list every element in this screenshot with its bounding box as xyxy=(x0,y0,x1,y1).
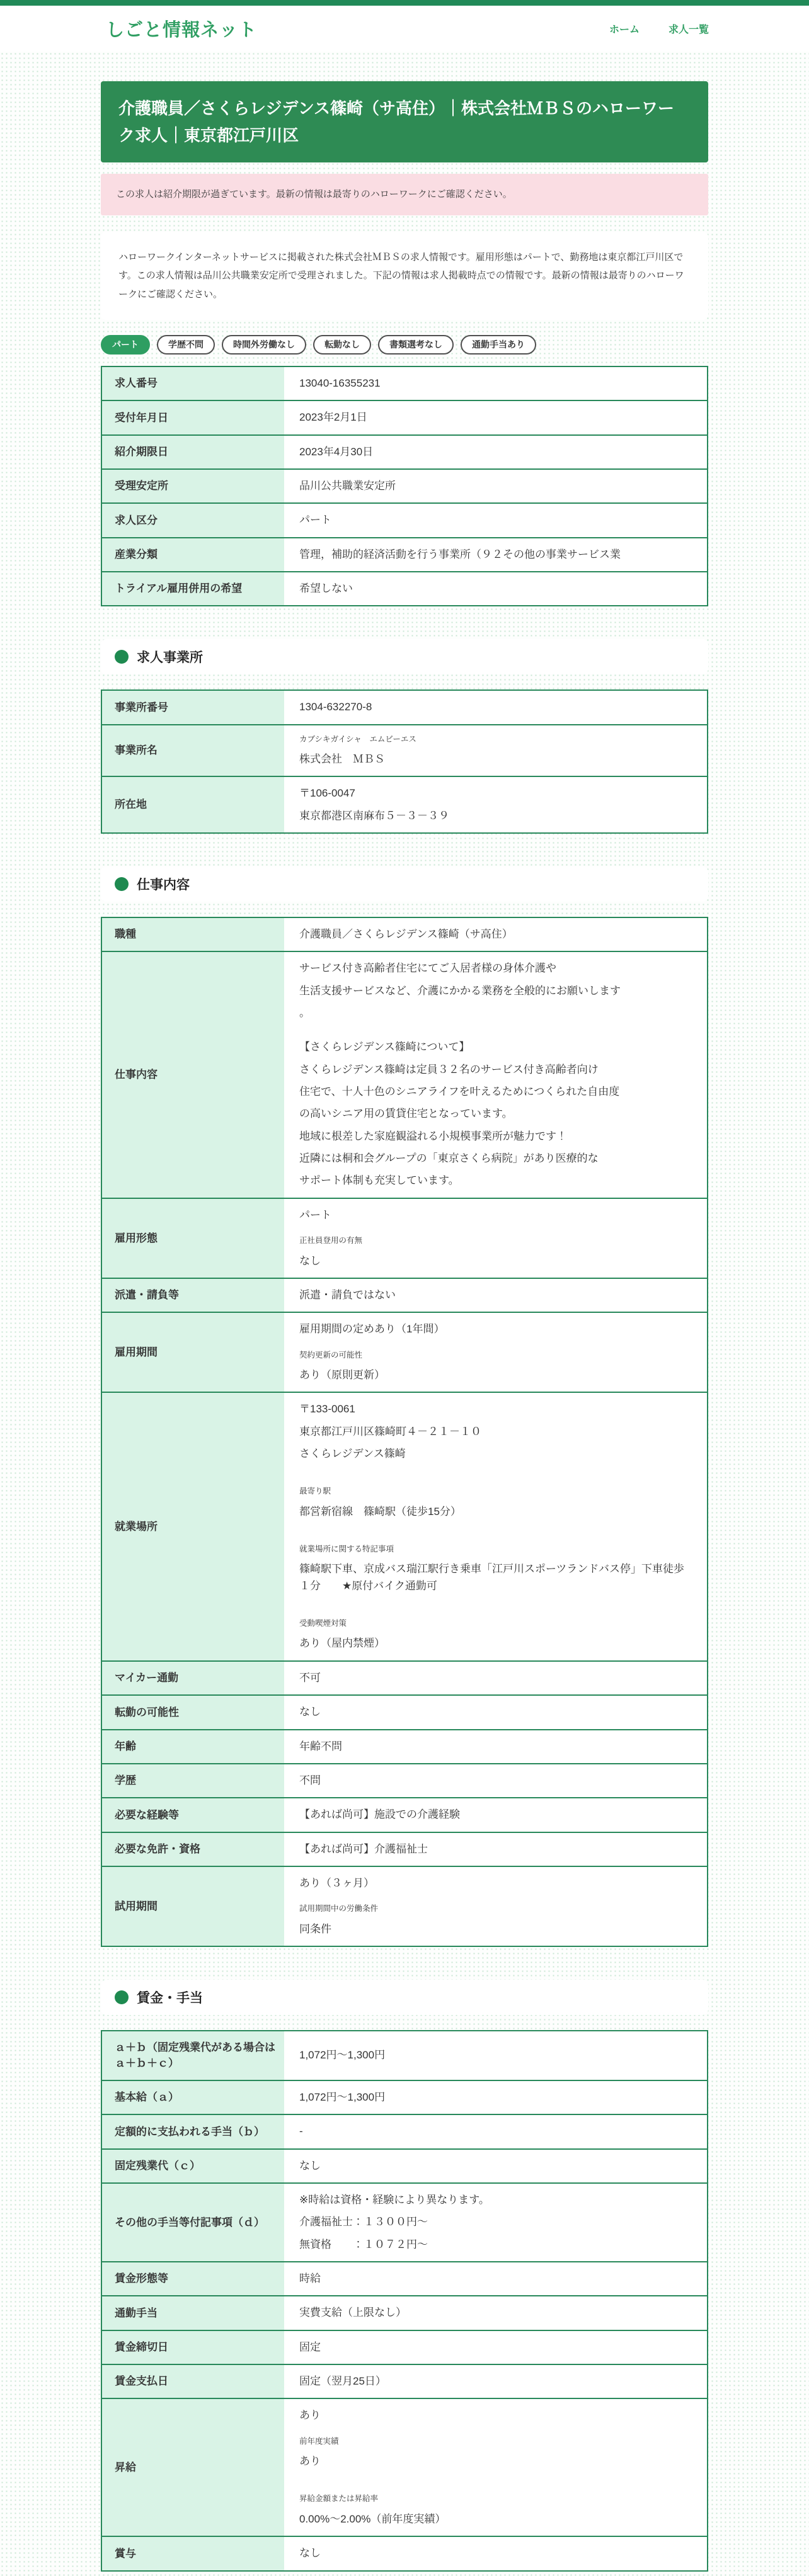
tag-pill: 書類選考なし xyxy=(378,335,454,355)
nav-job-list-link[interactable]: 求人一覧 xyxy=(668,25,709,35)
row-label: 学歴 xyxy=(101,1764,284,1798)
row-label: 職種 xyxy=(101,917,284,951)
row-label: 年齢 xyxy=(101,1730,284,1764)
row-value xyxy=(284,2183,708,2262)
value-line: 不可 xyxy=(299,1671,321,1684)
value-line: あり（３ヶ月） xyxy=(299,1876,374,1889)
tag-pill: パート xyxy=(101,335,150,355)
table-row xyxy=(101,1764,708,1798)
table-row xyxy=(101,1392,708,1661)
value-subline: 前年度実績 xyxy=(299,2436,339,2446)
table-row xyxy=(101,1661,708,1695)
row-label: ａ＋ｂ（固定残業代がある場合はａ＋ｂ＋ｃ） xyxy=(101,2031,284,2080)
section-heading xyxy=(101,1980,708,2015)
row-value xyxy=(284,572,708,606)
row-label: 定額的に支払われる手当（ｂ） xyxy=(101,2114,284,2148)
row-value xyxy=(284,2262,708,2296)
row-value xyxy=(284,2330,708,2364)
table-row xyxy=(101,2364,708,2398)
row-label: 派遣・請負等 xyxy=(101,1278,284,1312)
site-logo: しごと情報ネット xyxy=(106,20,258,40)
value-spacer xyxy=(299,1526,692,1532)
value-line: パート xyxy=(299,514,331,526)
table-row xyxy=(101,776,708,833)
row-value xyxy=(284,1764,708,1798)
value-line: 管理，補助的経済活動を行う事業所（９２その他の事業サービス業 xyxy=(299,548,621,560)
row-value xyxy=(284,503,708,537)
section-bullet-icon xyxy=(115,650,129,664)
value-line: 生活支援サービスなど、介護にかかる業務を全般的にお願いします xyxy=(299,984,621,997)
value-line: 2023年2月1日 xyxy=(299,411,367,424)
row-label: 求人番号 xyxy=(101,366,284,400)
value-line: 同条件 xyxy=(299,1922,331,1935)
content-container xyxy=(101,81,708,2571)
row-label: 産業分類 xyxy=(101,538,284,572)
row-label: 受付年月日 xyxy=(101,400,284,434)
value-line: 東京都江戸川区篠崎町４－２１－１０ xyxy=(299,1425,481,1438)
value-spacer xyxy=(299,1600,692,1606)
row-value xyxy=(284,1198,708,1278)
value-line: あり（原則更新） xyxy=(299,1368,385,1381)
value-line: の高いシニア用の賃貸住宅となっています。 xyxy=(299,1108,513,1120)
row-label: 仕事内容 xyxy=(101,951,284,1198)
value-subline: 正社員登用の有無 xyxy=(299,1236,363,1245)
intro-text-box: ハローワークインターネットサービスに掲載された株式会社ＭＢＳの求人情報です。雇用形態はパートで、勤務地は東京都江戸川区です。この求人情報は品川公共職業安定所で受理されました。下記の情報は求人掲載時点での情報です。最新の情報は最寄りのハローワークにご確認ください。 xyxy=(101,232,708,320)
value-line: 地域に根差した家庭観溢れる小規模事業所が魅力です！ xyxy=(299,1130,567,1142)
row-label: 雇用期間 xyxy=(101,1312,284,1392)
value-line: 時給 xyxy=(299,2272,321,2284)
section-bullet-icon xyxy=(115,1990,129,2004)
value-line: さくらレジデンス篠崎 xyxy=(299,1447,406,1460)
value-line: 0.00%～2.00%（前年度実績） xyxy=(299,2512,446,2525)
row-value xyxy=(284,2536,708,2570)
value-line: 東京都港区南麻布５－３－３９ xyxy=(299,809,449,822)
row-label: 必要な経験等 xyxy=(101,1798,284,1832)
row-value xyxy=(284,776,708,833)
tag-pill: 転勤なし xyxy=(313,335,371,355)
table-row xyxy=(101,2183,708,2262)
value-line: さくらレジデンス篠崎は定員３２名のサービス付き高齢者向け xyxy=(299,1063,599,1075)
tag-pill: 通勤手当あり xyxy=(461,335,536,355)
table-row xyxy=(101,2330,708,2364)
row-value xyxy=(284,366,708,400)
tag-pill: 時間外労働なし xyxy=(222,335,306,355)
row-label: 基本給（ａ） xyxy=(101,2080,284,2114)
table-row xyxy=(101,1866,708,1946)
job-title-banner: 介護職員／さくらレジデンス篠崎（サ高住）｜株式会社ＭＢＳのハローワーク求人｜東京都江戸川区 xyxy=(101,81,708,162)
table-row xyxy=(101,2536,708,2570)
value-line: 13040-16355231 xyxy=(299,377,381,389)
row-value xyxy=(284,2296,708,2330)
table-row xyxy=(101,1312,708,1392)
value-line: なし xyxy=(299,2159,321,2172)
row-value xyxy=(284,1832,708,1866)
value-line: 年齢不問 xyxy=(299,1740,342,1752)
value-line: 【あれば尚可】介護福祉士 xyxy=(299,1842,428,1855)
row-value xyxy=(284,917,708,951)
row-label: 通勤手当 xyxy=(101,2296,284,2330)
value-spacer xyxy=(299,2475,692,2482)
table-row xyxy=(101,1798,708,1832)
row-value xyxy=(284,2398,708,2536)
value-spacer xyxy=(299,1468,692,1474)
table-row xyxy=(101,2031,708,2080)
row-label: マイカー通勤 xyxy=(101,1661,284,1695)
value-line: 介護福祉士：１３００円～ xyxy=(299,2216,428,2228)
value-line: 【あれば尚可】施設での介護経験 xyxy=(299,1808,460,1821)
value-subline: カブシキガイシャ エムビーエス xyxy=(299,734,416,744)
info-table xyxy=(101,917,708,1947)
table-row xyxy=(101,917,708,951)
table-row xyxy=(101,2114,708,2148)
value-line: 無資格 ：１０７２円～ xyxy=(299,2238,428,2250)
row-label: 固定残業代（ｃ） xyxy=(101,2149,284,2183)
nav-home-link[interactable]: ホーム xyxy=(609,25,640,35)
table-row xyxy=(101,538,708,572)
value-line: なし xyxy=(299,2547,321,2560)
value-line: 固定（翌月25日） xyxy=(299,2375,386,2388)
row-label: 就業場所 xyxy=(101,1392,284,1661)
value-spacer xyxy=(299,1027,692,1033)
value-line: 株式会社 ＭＢＳ xyxy=(299,753,385,765)
value-subline: 試用期間中の労働条件 xyxy=(299,1904,379,1914)
value-line: 不問 xyxy=(299,1774,321,1786)
value-line: 1,072円～1,300円 xyxy=(299,2049,386,2062)
value-line: あり xyxy=(299,2409,321,2422)
value-line: 雇用期間の定めあり（1年間） xyxy=(299,1323,445,1336)
row-label: 賞与 xyxy=(101,2536,284,2570)
table-row xyxy=(101,503,708,537)
row-value xyxy=(284,1392,708,1661)
info-table xyxy=(101,2030,708,2572)
info-section xyxy=(101,866,708,1947)
row-value xyxy=(284,435,708,469)
row-value xyxy=(284,1730,708,1764)
page-background xyxy=(0,52,809,2576)
value-subline: 契約更新の可能性 xyxy=(299,1350,363,1359)
value-line: ※時給は資格・経験により異なります。 xyxy=(299,2193,490,2206)
value-line: 固定 xyxy=(299,2341,321,2353)
row-label: 所在地 xyxy=(101,776,284,833)
row-label: 賃金締切日 xyxy=(101,2330,284,2364)
value-line: 希望しない xyxy=(299,582,353,594)
table-row xyxy=(101,366,708,400)
row-label: 事業所名 xyxy=(101,725,284,777)
row-label: 試用期間 xyxy=(101,1866,284,1946)
row-label: その他の手当等付記事項（ｄ） xyxy=(101,2183,284,2262)
row-label: 雇用形態 xyxy=(101,1198,284,1278)
tag-pill: 学歴不問 xyxy=(157,335,215,355)
section-heading-label: 仕事内容 xyxy=(137,878,190,893)
info-section xyxy=(101,639,708,834)
row-label: 紹介期限日 xyxy=(101,435,284,469)
info-table xyxy=(101,689,708,834)
value-line: - xyxy=(299,2125,303,2138)
main-nav xyxy=(609,21,709,36)
row-value xyxy=(284,469,708,503)
row-label: 求人区分 xyxy=(101,503,284,537)
row-label: 受理安定所 xyxy=(101,469,284,503)
table-row xyxy=(101,2262,708,2296)
row-value xyxy=(284,400,708,434)
expired-notice: この求人は紹介期限が過ぎています。最新の情報は最寄りのハローワークにご確認ください。 xyxy=(101,174,708,216)
row-value xyxy=(284,1866,708,1946)
value-line: 近隣には桐和会グループの「東京さくら病院」があり医療的な xyxy=(299,1152,599,1165)
row-value xyxy=(284,1798,708,1832)
row-value xyxy=(284,1661,708,1695)
value-subline: 受動喫煙対策 xyxy=(299,1619,347,1628)
value-line: 住宅で、十人十色のシニアライフを叶えるためにつくられた自由度 xyxy=(299,1086,620,1098)
value-line: 1304-632270-8 xyxy=(299,701,372,713)
table-row xyxy=(101,2149,708,2183)
value-line: 。 xyxy=(299,1007,310,1019)
value-line: 〒133-0061 xyxy=(299,1403,355,1416)
value-line: あり xyxy=(299,2455,321,2468)
value-line: 派遣・請負ではない xyxy=(299,1288,396,1301)
row-value xyxy=(284,2149,708,2183)
table-row xyxy=(101,725,708,777)
table-row xyxy=(101,951,708,1198)
value-line: サポート体制も充実しています。 xyxy=(299,1174,459,1187)
top-accent-bar xyxy=(0,0,809,6)
value-line: パート xyxy=(299,1208,331,1221)
table-row xyxy=(101,2398,708,2536)
value-line: 〒106-0047 xyxy=(299,787,355,800)
row-value xyxy=(284,725,708,777)
value-line: 都営新宿線 篠崎駅（徒歩15分） xyxy=(299,1505,461,1518)
table-row xyxy=(101,572,708,606)
table-row xyxy=(101,1832,708,1866)
table-row xyxy=(101,435,708,469)
table-row xyxy=(101,2080,708,2114)
row-label: 事業所番号 xyxy=(101,690,284,724)
row-value xyxy=(284,538,708,572)
row-label: 必要な免許・資格 xyxy=(101,1832,284,1866)
table-row xyxy=(101,1730,708,1764)
value-line: サービス付き高齢者住宅にてご入居者様の身体介護や xyxy=(299,962,556,975)
value-subline: 最寄り駅 xyxy=(299,1487,331,1496)
row-label: 昇給 xyxy=(101,2398,284,2536)
table-row xyxy=(101,2296,708,2330)
value-line: 2023年4月30日 xyxy=(299,445,374,458)
value-line: 1,072円～1,300円 xyxy=(299,2091,386,2103)
table-row xyxy=(101,469,708,503)
value-line: なし xyxy=(299,1254,321,1267)
row-value xyxy=(284,690,708,724)
value-subline: 就業場所に関する特記事項 xyxy=(299,1545,394,1554)
row-value xyxy=(284,1278,708,1312)
row-value xyxy=(284,1312,708,1392)
info-section xyxy=(101,1980,708,2572)
row-label: 賃金形態等 xyxy=(101,2262,284,2296)
table-row xyxy=(101,1278,708,1312)
value-line: 【さくらレジデンス篠崎について】 xyxy=(299,1041,470,1053)
table-row xyxy=(101,400,708,434)
section-heading-label: 求人事業所 xyxy=(137,650,203,666)
sections-root xyxy=(101,366,708,2572)
value-line: 篠崎駅下車、京成バス瑞江駅行き乗車「江戸川スポーツランドバス停」下車徒歩１分 ★原付バイク通勤可 xyxy=(299,1563,684,1592)
value-line: あり（屋内禁煙） xyxy=(299,1637,385,1650)
section-heading xyxy=(101,866,708,902)
row-value xyxy=(284,2031,708,2080)
table-row xyxy=(101,1198,708,1278)
value-line: 品川公共職業安定所 xyxy=(299,479,396,492)
info-section xyxy=(101,366,708,606)
row-label: 転勤の可能性 xyxy=(101,1695,284,1729)
row-value xyxy=(284,2080,708,2114)
table-row xyxy=(101,1695,708,1729)
tag-list xyxy=(101,335,708,355)
site-header xyxy=(0,6,809,52)
value-subline: 昇給金額または昇給率 xyxy=(299,2494,379,2504)
row-value xyxy=(284,1695,708,1729)
row-value xyxy=(284,2364,708,2398)
info-table xyxy=(101,366,708,606)
value-line: 介護職員／さくらレジデンス篠崎（サ高住） xyxy=(299,928,513,941)
row-label: トライアル雇用併用の希望 xyxy=(101,572,284,606)
row-value xyxy=(284,2114,708,2148)
section-bullet-icon xyxy=(115,877,129,891)
value-line: 実費支給（上限なし） xyxy=(299,2306,406,2319)
row-label: 賃金支払日 xyxy=(101,2364,284,2398)
row-value xyxy=(284,951,708,1198)
table-row xyxy=(101,690,708,724)
section-heading-label: 賃金・手当 xyxy=(137,1990,203,2006)
value-line: なし xyxy=(299,1706,321,1718)
section-heading xyxy=(101,639,708,674)
